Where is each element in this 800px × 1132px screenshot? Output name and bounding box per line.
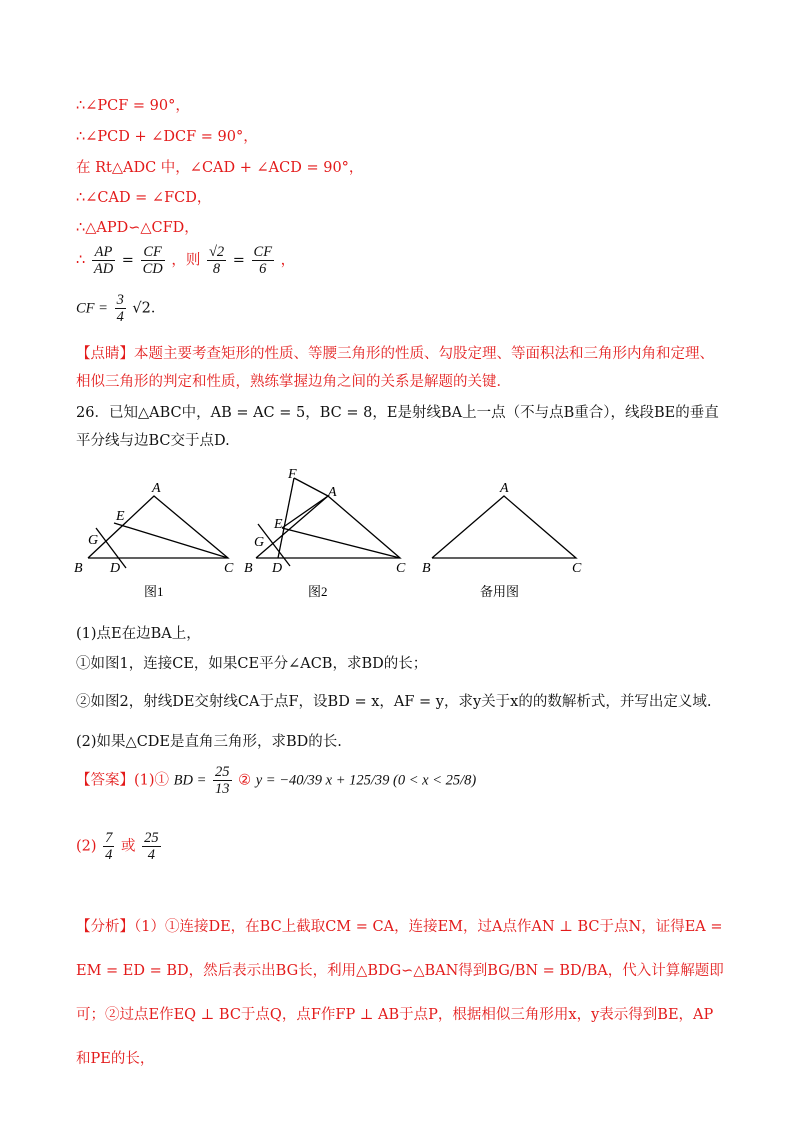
question-1b: ②如图2，射线DE交射线CA于点F，设BD = x，AF = y，求y关于x的的数解析式，并写出定义域. bbox=[76, 694, 712, 710]
backup-label-a: A bbox=[500, 481, 509, 496]
backup-triangle bbox=[432, 496, 576, 558]
fig2-caption: 图2 bbox=[308, 584, 328, 599]
comma: ， bbox=[280, 252, 296, 269]
fig3-caption: 备用图 bbox=[480, 584, 520, 599]
proof-line-2: ∴∠PCD + ∠DCF = 90°， bbox=[76, 129, 258, 145]
then-text: ，则 bbox=[171, 252, 201, 269]
proof-line-7 bbox=[76, 292, 165, 325]
fig2-label-e: E bbox=[274, 517, 283, 532]
answer-2-formula: y = −40/39 x + 125/39 (0 < x < 25/8) bbox=[255, 772, 477, 789]
fig1-label-g: G bbox=[88, 533, 99, 548]
answer-line bbox=[76, 764, 476, 797]
fig2-label-c: C bbox=[396, 561, 406, 576]
fig1-caption: 图1 bbox=[144, 584, 164, 599]
answer-label: 【答案】(1)① bbox=[76, 772, 170, 789]
fraction-cf-cd: $\frac{CF}{CD}$ bbox=[142, 244, 163, 277]
fig1-label-c: C bbox=[224, 561, 234, 576]
proof-line-6 bbox=[76, 244, 295, 277]
figures-area bbox=[60, 468, 620, 608]
fraction-3-4: $\frac{3}{4}$ bbox=[116, 292, 124, 325]
backup-label-b: B bbox=[422, 561, 431, 576]
fraction-7-4: $\frac{7}{4}$ bbox=[105, 830, 113, 863]
fig2-label-d: D bbox=[272, 561, 283, 576]
answer-part2 bbox=[76, 830, 163, 863]
fig1-ce bbox=[114, 523, 228, 558]
fig1-label-d: D bbox=[110, 561, 121, 576]
fig1-triangle bbox=[88, 496, 228, 558]
or-text: 或 bbox=[121, 838, 136, 855]
analysis-paragraph: 【分析】（1）①连接DE，在BC上截取CM = CA，连接EM，过A点作AN ⊥ BC于点N，证得EA = EM = ED = BD，然后表示出BG长，利用△BDG∽△BAN得到BG/BN = BD/BA，代入计算解题即可；②过点E作EQ ⊥ BC于点Q，点F作FP ⊥ AB于点P，根据相似三角形用x，y表示得到BE，AP和PE的长， bbox=[76, 919, 724, 1067]
proof-line-4: ∴∠CAD = ∠FCD， bbox=[76, 190, 212, 206]
fraction-sqrt2-8: $\frac{√2}{8}$ bbox=[208, 244, 225, 277]
fig2-label-a: A bbox=[328, 485, 337, 500]
fraction-cf-6: $\frac{CF}{6}$ bbox=[253, 244, 273, 277]
question-2: (2)如果△CDE是直角三角形，求BD的长. bbox=[76, 734, 342, 750]
answer-2-label: ② bbox=[238, 772, 252, 789]
fig1-label-a: A bbox=[152, 481, 161, 496]
proof-line-5: ∴△APD∽△CFD， bbox=[76, 220, 199, 236]
fraction-25-13: $\frac{25}{13}$ bbox=[215, 764, 230, 797]
fig1-label-b: B bbox=[74, 561, 83, 576]
comment-paragraph: 【点睛】本题主要考查矩形的性质、等腰三角形的性质、勾股定理、等面积法和三角形内角和定理、相似三角形的判定和性质，熟练掌握边角之间的关系是解题的关键． bbox=[76, 346, 714, 390]
proof-line-1: ∴∠PCF = 90°， bbox=[76, 98, 190, 114]
fraction-25-4: $\frac{25}{4}$ bbox=[144, 830, 159, 863]
sqrt2-result: √2． bbox=[132, 300, 166, 317]
backup-label-c: C bbox=[572, 561, 582, 576]
fig2-label-f: F bbox=[288, 468, 297, 482]
fig2-label-b: B bbox=[244, 561, 253, 576]
equals-sign: = bbox=[121, 252, 134, 269]
fraction-ap-ad: $\frac{AP}{AD}$ bbox=[93, 244, 114, 277]
cf-equals: CF = bbox=[76, 300, 108, 317]
proof-line-3: 在 Rt△ADC 中，∠CAD + ∠ACD = 90°， bbox=[76, 160, 364, 176]
therefore-symbol: ∴ bbox=[76, 252, 86, 269]
fig2-fa bbox=[294, 478, 328, 496]
fig2-label-g: G bbox=[254, 535, 265, 550]
part2-label: (2) bbox=[76, 838, 97, 855]
question-1: (1)点E在边BA上， bbox=[76, 626, 201, 642]
equals-sign-2: = bbox=[232, 252, 245, 269]
bd-equals: BD = bbox=[173, 772, 207, 789]
fig1-label-e: E bbox=[116, 509, 125, 524]
problem-statement: 26．已知△ABC中，AB = AC = 5，BC = 8，E是射线BA上一点（不与点B重合），线段BE的垂直平分线与边BC交于点D. bbox=[76, 405, 719, 449]
question-1a: ①如图1，连接CE，如果CE平分∠ACB，求BD的长； bbox=[76, 656, 428, 672]
